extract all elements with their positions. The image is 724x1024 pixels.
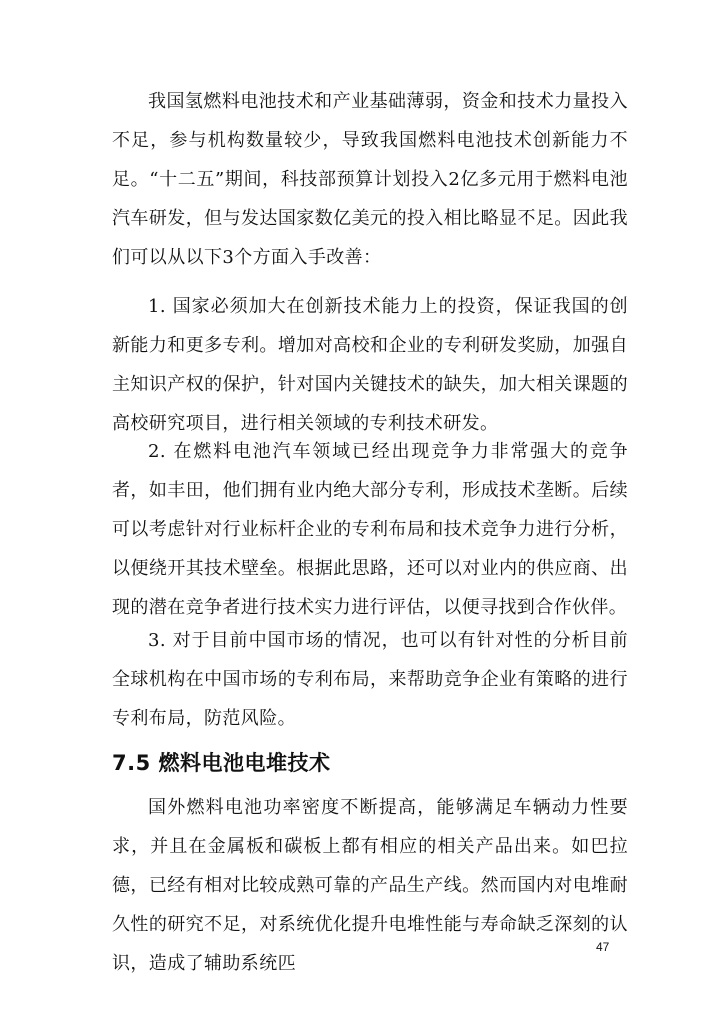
paragraph-intro: 我国氢燃料电池技术和产业基础薄弱，资金和技术力量投入不足，参与机构数量较少，导致我国燃料电池技术创新能力不足。“十二五”期间，科技部预算计划投入2亿多元用于燃料电池汽车研发，但与发达国家数亿美元的投入相比略显不足。因此我们可以从以下3个方面入手改善： [112,91,628,268]
section-paragraph: 国外燃料电池功率密度不断提高，能够满足车辆动力性要求，并且在金属板和碳板上都有相应的相关产品出来。如巴拉德，已经有相对比较成熟可靠的产品生产线。然而国内对电堆耐久性的研究不足，对系统优化提升电堆性能与寿命缺乏深刻的认识，造成了辅助系统匹 [112,797,628,974]
paragraph-point-3: 3. 对于目前中国市场的情况，也可以有针对性的分析目前全球机构在中国市场的专利布局，来帮助竞争企业有策略的进行专利布局，防范风险。 [112,630,628,729]
paragraph-point-2: 2. 在燃料电池汽车领域已经出现竞争力非常强大的竞争者，如丰田，他们拥有业内绝大部分专利，形成技术垄断。后续可以考虑针对行业标杆企业的专利布局和技术竞争力进行分析，以便绕开其技术壁垒。根据此思路，还可以对业内的供应商、出现的潜在竞争者进行技术实力进行评估，以便寻找到合作伙伴。 [112,441,628,618]
paragraph-point-1: 1. 国家必须加大在创新技术能力上的投资，保证我国的创新能力和更多专利。增加对高校和企业的专利研发奖励，加强自主知识产权的保护，针对国内关键技术的缺失，加大相关课题的高校研究项目，进行相关领域的专利技术研发。 [112,296,628,434]
page-number: 47 [596,940,610,954]
section-heading: 7.5 燃料电池电堆技术 [112,751,331,775]
